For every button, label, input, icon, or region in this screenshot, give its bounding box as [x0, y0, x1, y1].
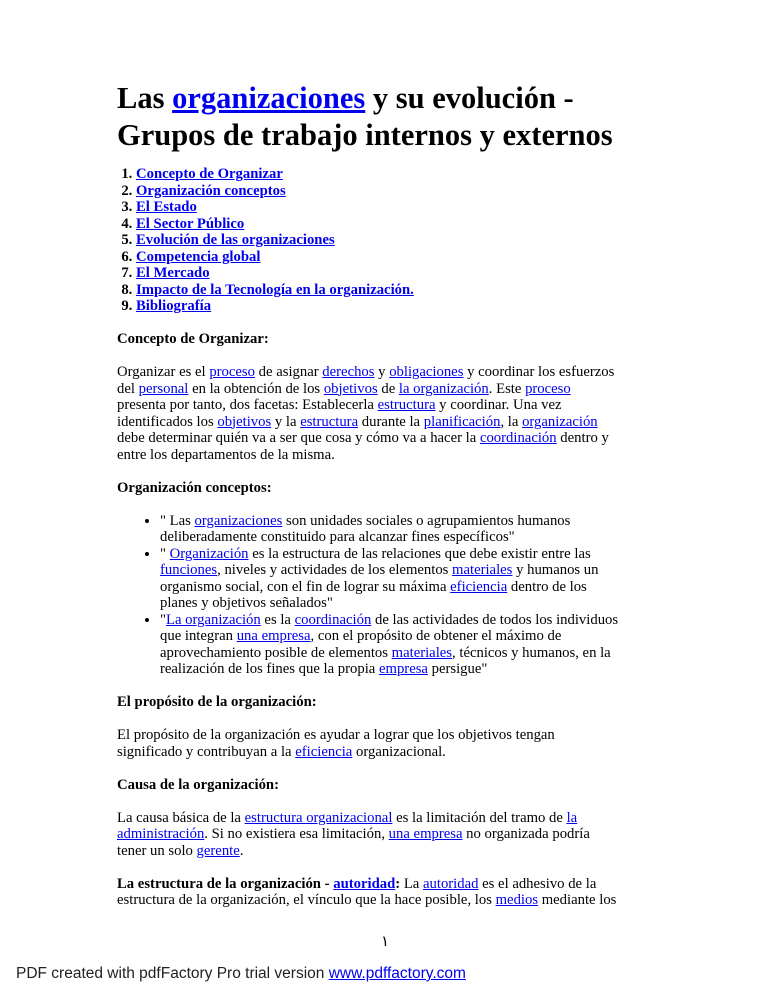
- text-run: es el adhesivo de la estructura de la organización, el vínculo que la hace posible, los: [117, 875, 597, 908]
- inline-link[interactable]: proceso: [525, 380, 571, 397]
- text-run: mediante los: [538, 892, 617, 908]
- inline-link[interactable]: Organización: [169, 545, 249, 562]
- list-item: [160, 513, 622, 546]
- toc-item: [136, 282, 622, 299]
- toc-item: [136, 265, 622, 282]
- text-run: Organizar es el: [117, 364, 210, 380]
- inline-link[interactable]: materiales: [391, 644, 453, 661]
- text-run: , la: [500, 413, 523, 430]
- text-run: y humanos un organismo social, con el fin de lograr su máxima: [160, 562, 599, 595]
- paragraph: [117, 727, 622, 760]
- text-run: . Si no existiera esa limitación,: [204, 826, 389, 842]
- paragraph: [117, 876, 622, 909]
- inline-link[interactable]: objetivos: [217, 413, 272, 430]
- text-run: y coordinar los esfuerzos del: [117, 364, 615, 397]
- text-run: :: [395, 875, 404, 892]
- list-item: [160, 546, 622, 612]
- inline-link[interactable]: coordinación: [294, 611, 372, 628]
- text-run: , técnicos y humanos, en la realización de los fines que la propia: [160, 644, 611, 677]
- text-run: , niveles y actividades de los elementos: [217, 562, 453, 578]
- text-run: La estructura de la organización -: [117, 875, 334, 892]
- text-run: organizacional.: [352, 743, 446, 760]
- toc-item: [136, 216, 622, 233]
- toc-link[interactable]: El Mercado: [136, 265, 210, 281]
- text-run: La: [403, 875, 423, 892]
- list-item: [160, 612, 622, 678]
- text-run: ": [160, 545, 170, 562]
- text-run: y la: [271, 413, 301, 430]
- inline-link[interactable]: eficiencia: [295, 743, 353, 760]
- inline-link[interactable]: una empresa: [388, 826, 463, 842]
- text-run: dentro y entre los departamentos de la misma.: [117, 430, 609, 463]
- toc-item: [136, 232, 622, 249]
- inline-link[interactable]: gerente: [196, 842, 240, 859]
- bullet-list: [117, 513, 622, 678]
- section-heading: Organización conceptos:: [117, 479, 272, 496]
- page-title: [117, 80, 622, 154]
- footer-text: PDF created with pdfFactory Pro trial version: [16, 965, 329, 982]
- section-heading: Causa de la organización:: [117, 776, 279, 793]
- toc-item: [136, 183, 622, 200]
- inline-link[interactable]: organizaciones: [194, 512, 283, 529]
- inline-link[interactable]: empresa: [379, 661, 428, 677]
- text-run: ": [160, 611, 166, 628]
- text-run: y: [374, 364, 390, 380]
- text-run: es la: [260, 611, 295, 628]
- text-run: " Las: [160, 512, 195, 529]
- text-run: son unidades sociales o agrupamientos humanos deliberadamente constituido para alcanzar fines específicos": [160, 512, 571, 545]
- section-heading: El propósito de la organización:: [117, 694, 317, 710]
- inline-link[interactable]: estructura organizacional: [244, 809, 393, 826]
- document-body: [117, 331, 622, 909]
- text-run: , con el propósito de obtener el máximo de aprovechamiento posible de elementos: [160, 628, 562, 661]
- pdf-footer: [16, 965, 466, 983]
- toc-item: [136, 166, 622, 183]
- text-run: en la obtención de los: [188, 380, 324, 397]
- inline-link[interactable]: estructura: [377, 397, 436, 413]
- inline-link[interactable]: eficiencia: [450, 578, 508, 595]
- table-of-contents: [117, 166, 622, 315]
- text-run: . Este: [488, 380, 526, 397]
- paragraph: [117, 364, 622, 463]
- toc-link[interactable]: Concepto de Organizar: [136, 166, 283, 182]
- inline-link[interactable]: una empresa: [236, 628, 311, 644]
- text-run: de: [377, 380, 399, 397]
- inline-link[interactable]: funciones: [160, 562, 218, 578]
- text-run: presenta por tanto, dos facetas: Establecerla: [117, 397, 378, 413]
- toc-link[interactable]: Impacto de la Tecnología en la organización.: [136, 281, 414, 298]
- page-number: ١: [381, 934, 390, 950]
- text-run: y coordinar. Una vez identificados los: [117, 397, 562, 430]
- inline-link[interactable]: obligaciones: [389, 364, 464, 380]
- inline-link[interactable]: medios: [495, 892, 539, 908]
- toc-link[interactable]: El Sector Público: [136, 215, 245, 232]
- toc-link[interactable]: Competencia global: [136, 248, 261, 265]
- section-heading: Concepto de Organizar:: [117, 331, 269, 347]
- text-run: es la limitación del tramo de: [392, 809, 567, 826]
- inline-link[interactable]: proceso: [209, 364, 255, 380]
- text-run: dentro de los planes y objetivos señalados": [160, 578, 587, 611]
- toc-link[interactable]: Organización conceptos: [136, 182, 286, 199]
- inline-link[interactable]: organización: [522, 413, 598, 430]
- text-run: La causa básica de la: [117, 809, 245, 826]
- toc-link[interactable]: Bibliografía: [136, 298, 212, 314]
- toc-item: [136, 298, 622, 315]
- text-run: de asignar: [255, 364, 323, 380]
- inline-link[interactable]: materiales: [452, 562, 513, 578]
- footer-link[interactable]: www.pdffactory.com: [328, 965, 466, 982]
- text-run: .: [239, 842, 244, 859]
- title-text: y su evolución - Grupos de trabajo internos y externos: [117, 81, 613, 152]
- toc-item: [136, 249, 622, 266]
- text-run: persigue": [427, 661, 488, 677]
- inline-link[interactable]: objetivos: [323, 380, 378, 397]
- inline-link[interactable]: personal: [138, 380, 189, 397]
- title-text: Las: [117, 81, 173, 115]
- toc-link[interactable]: Evolución de las organizaciones: [136, 232, 335, 248]
- document-page: [117, 80, 622, 925]
- text-run: de las actividades de todos los individuos que integran: [160, 611, 619, 644]
- text-run: no organizada podría tener un solo: [117, 826, 590, 859]
- inline-link[interactable]: coordinación: [479, 430, 557, 446]
- inline-link[interactable]: la administración: [117, 809, 578, 842]
- inline-link[interactable]: derechos: [322, 364, 375, 380]
- inline-link[interactable]: autoridad: [333, 875, 396, 892]
- paragraph: [117, 810, 622, 860]
- text-run: es la estructura de las relaciones que debe existir entre las: [248, 545, 591, 562]
- text-run: durante la: [358, 413, 424, 430]
- inline-link[interactable]: autoridad: [423, 875, 479, 892]
- toc-link[interactable]: El Estado: [136, 199, 197, 215]
- inline-link[interactable]: La organización: [166, 611, 261, 628]
- text-run: debe determinar quién va a ser que cosa y cómo va a hacer la: [117, 430, 480, 446]
- inline-link[interactable]: estructura: [300, 413, 359, 430]
- inline-link[interactable]: planificación: [423, 413, 501, 430]
- text-run: El propósito de la organización es ayudar a lograr que los objetivos tengan significado y contribuyan a la: [117, 727, 555, 760]
- inline-link[interactable]: la organización: [398, 380, 489, 397]
- toc-item: [136, 199, 622, 216]
- title-link[interactable]: organizaciones: [172, 81, 366, 115]
